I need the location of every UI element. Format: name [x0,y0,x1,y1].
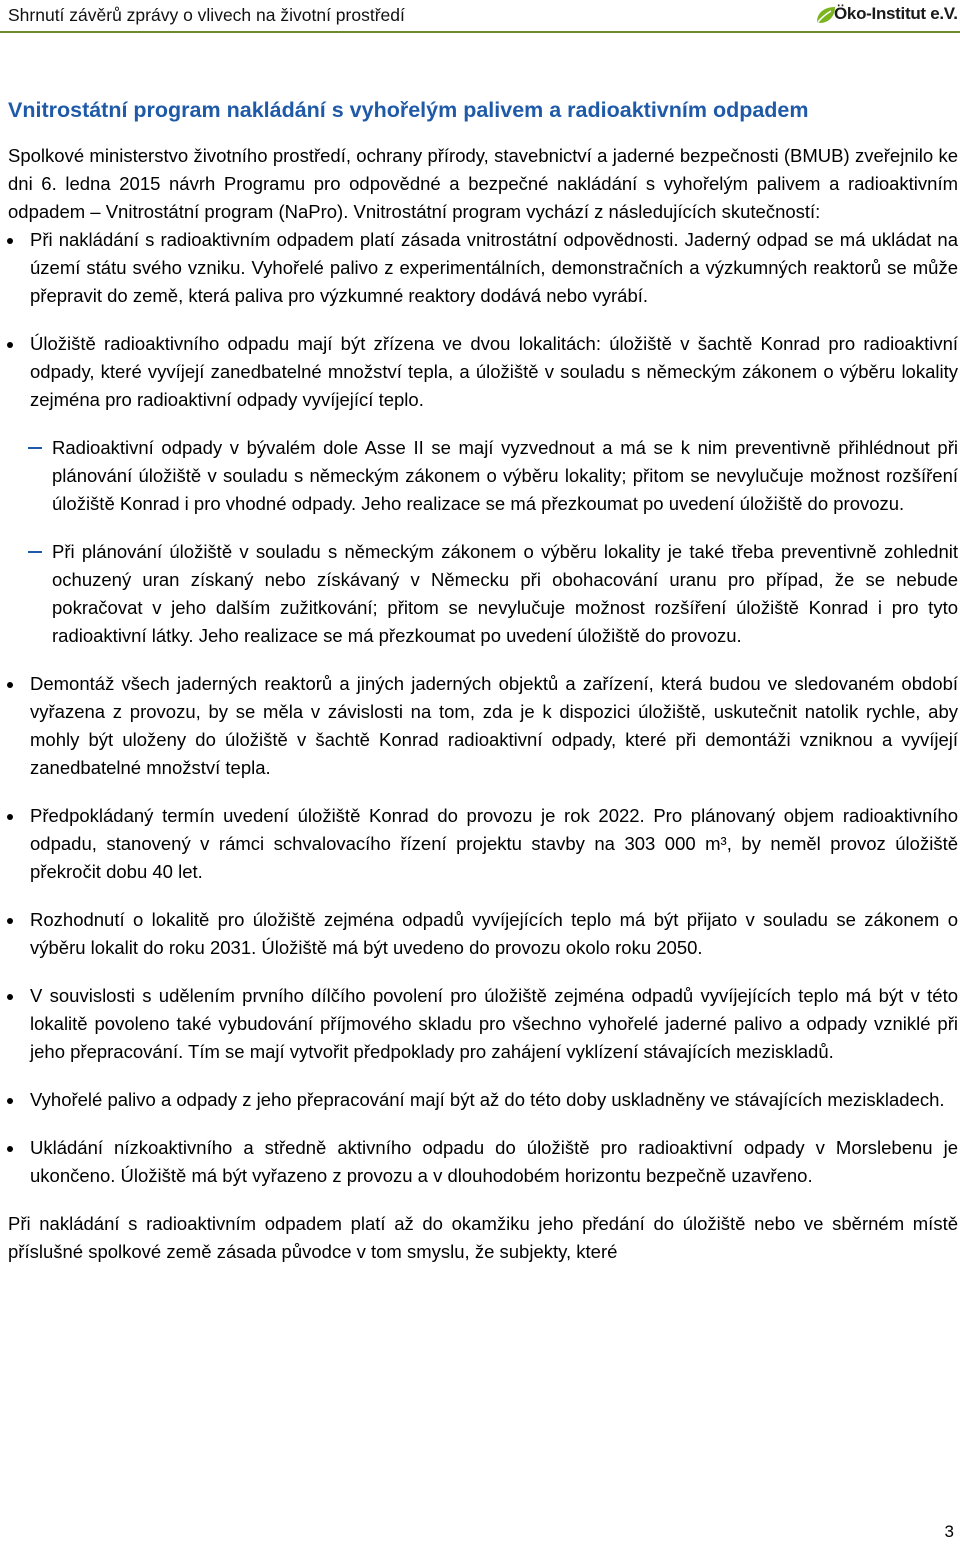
dash-icon [28,551,42,553]
closing-paragraph: Při nakládání s radioaktivním odpadem platí až do okamžiku jeho předání do úložiště nebo ve sběrném místě příslušné spolkové země zásada původce v tom smyslu, že subjekty, které [8,1213,958,1262]
header-title: Shrnutí závěrů zprávy o vlivech na životní prostředí [8,5,405,25]
list-item-text: Ukládání nízkoaktivního a středně aktivního odpadu do úložiště pro radioaktivní odpady v Morslebenu je ukončeno. Úložiště má být vyřazeno z provozu a v dlouhodobém horizontu bezpečně uzavřeno. [30,1137,958,1186]
dash-icon [28,447,42,449]
list-item [8,330,958,650]
intro-paragraph: Spolkové ministerstvo životního prostředí, ochrany přírody, stavebnictví a jaderné bezpečnosti (BMUB) zveřejnilo ke dni 6. ledna 2015 návrh Programu pro odpovědné a bezpečné nakládání s vyhořelým palivem a radioaktivním odpadem – Vnitrostátní program (NaPro). Vnitrostátní program vychází z následujících skutečností: [8,145,958,222]
bullet-icon [7,814,13,820]
header-rule [0,31,960,33]
list-item-text: Rozhodnutí o lokalitě pro úložiště zejména odpadů vyvíjejících teplo má být přijato v souladu se zákonem o výběru lokalit do roku 2031. Úložiště má být uvedeno do provozu okolo roku 2050. [30,909,958,958]
sub-list-item-text: Při plánování úložiště v souladu s německým zákonem o výběru lokality je také třeba preventivně zohlednit ochuzený uran získaný nebo získávaný v Německu při obohacování uranu pro případ, že se nebude pokračovat v jeho dalším zužitkování; přitom se nevylučuje možnost rozšíření úložiště Konrad i pro tyto radioaktivní látky. Jeho realizace se má přezkoumat po uvedení úložiště do provozu. [52,541,958,646]
sub-list-item [30,434,958,518]
list-item-text: Předpokládaný termín uvedení úložiště Konrad do provozu je rok 2022. Pro plánovaný objem radioaktivního odpadu, stanovený v rámci schvalovacího řízení projektu stavby na 303 000 m³, by neměl provoz úložiště překročit dobu 40 let. [30,805,958,882]
bullet-icon [7,238,13,244]
page-number: 3 [944,1522,954,1541]
list-item [8,1134,958,1190]
list-item-text: Vyhořelé palivo a odpady z jeho přepracování mají být až do této doby uskladněny ve stávajících meziskladech. [30,1089,945,1110]
section-heading: Vnitrostátní program nakládání s vyhořelým palivem a radioaktivním odpadem [8,98,809,122]
list-item-text: V souvislosti s udělením prvního dílčího povolení pro úložiště zejména odpadů vyvíjejících teplo má být v této lokalitě povoleno také vybudování příjmového skladu pro všechno vyhořelé jaderné palivo a odpady vzniklé při jeho přepracování. Tím se mají vytvořit předpoklady pro zahájení vyklízení stávajících meziskladů. [30,985,958,1062]
logo-text: Öko-Institut e.V. [834,4,958,23]
document-body [8,96,958,1266]
bullet-icon [7,342,13,348]
list-item [8,1086,958,1114]
list-item [8,802,958,886]
list-item-text: Demontáž všech jaderných reaktorů a jiných jaderných objektů a zařízení, která budou ve sledovaném období vyřazena z provozu, by se měla v závislosti na tom, zda je k dispozici úložiště, uskutečnit natolik rychle, aby mohly být uloženy do úložiště v šachtě Konrad radioaktivní odpady, které při demontáži vzniknou a vyvíjejí zanedbatelné množství tepla. [30,673,958,778]
page-header [0,0,960,34]
bullet-list [8,226,958,1190]
sub-bullet-list [30,434,958,650]
bullet-icon [7,1146,13,1152]
bullet-icon [7,682,13,688]
bullet-icon [7,994,13,1000]
sub-list-item [30,538,958,650]
bullet-icon [7,1098,13,1104]
oeko-institut-logo [814,4,956,26]
list-item [8,670,958,782]
list-item [8,906,958,962]
list-item-text: Úložiště radioaktivního odpadu mají být zřízena ve dvou lokalitách: úložiště v šachtě Konrad pro radioaktivní odpady, které vyvíjejí zanedbatelné množství tepla, a úložiště v souladu s německým zákonem o výběru lokality zejména pro radioaktivní odpady vyvíjející teplo. [30,333,958,410]
sub-list-item-text: Radioaktivní odpady v bývalém dole Asse II se mají vyzvednout a má se k nim preventivně přihlédnout při plánování úložiště v souladu s německým zákonem o výběru lokality; přitom se nevylučuje možnost rozšíření úložiště Konrad i pro vhodné odpady. Jeho realizace se má přezkoumat po uvedení úložiště do provozu. [52,437,958,514]
list-item [8,982,958,1066]
list-item [8,226,958,310]
list-item-text: Při nakládání s radioaktivním odpadem platí zásada vnitrostátní odpovědnosti. Jaderný odpad se má ukládat na území státu svého vzniku. Vyhořelé palivo z experimentálních, demonstračních a výzkumných reaktorů se může přepravit do země, která paliva pro výzkumné reaktory dodává nebo vyrábí. [30,229,958,306]
bullet-icon [7,918,13,924]
